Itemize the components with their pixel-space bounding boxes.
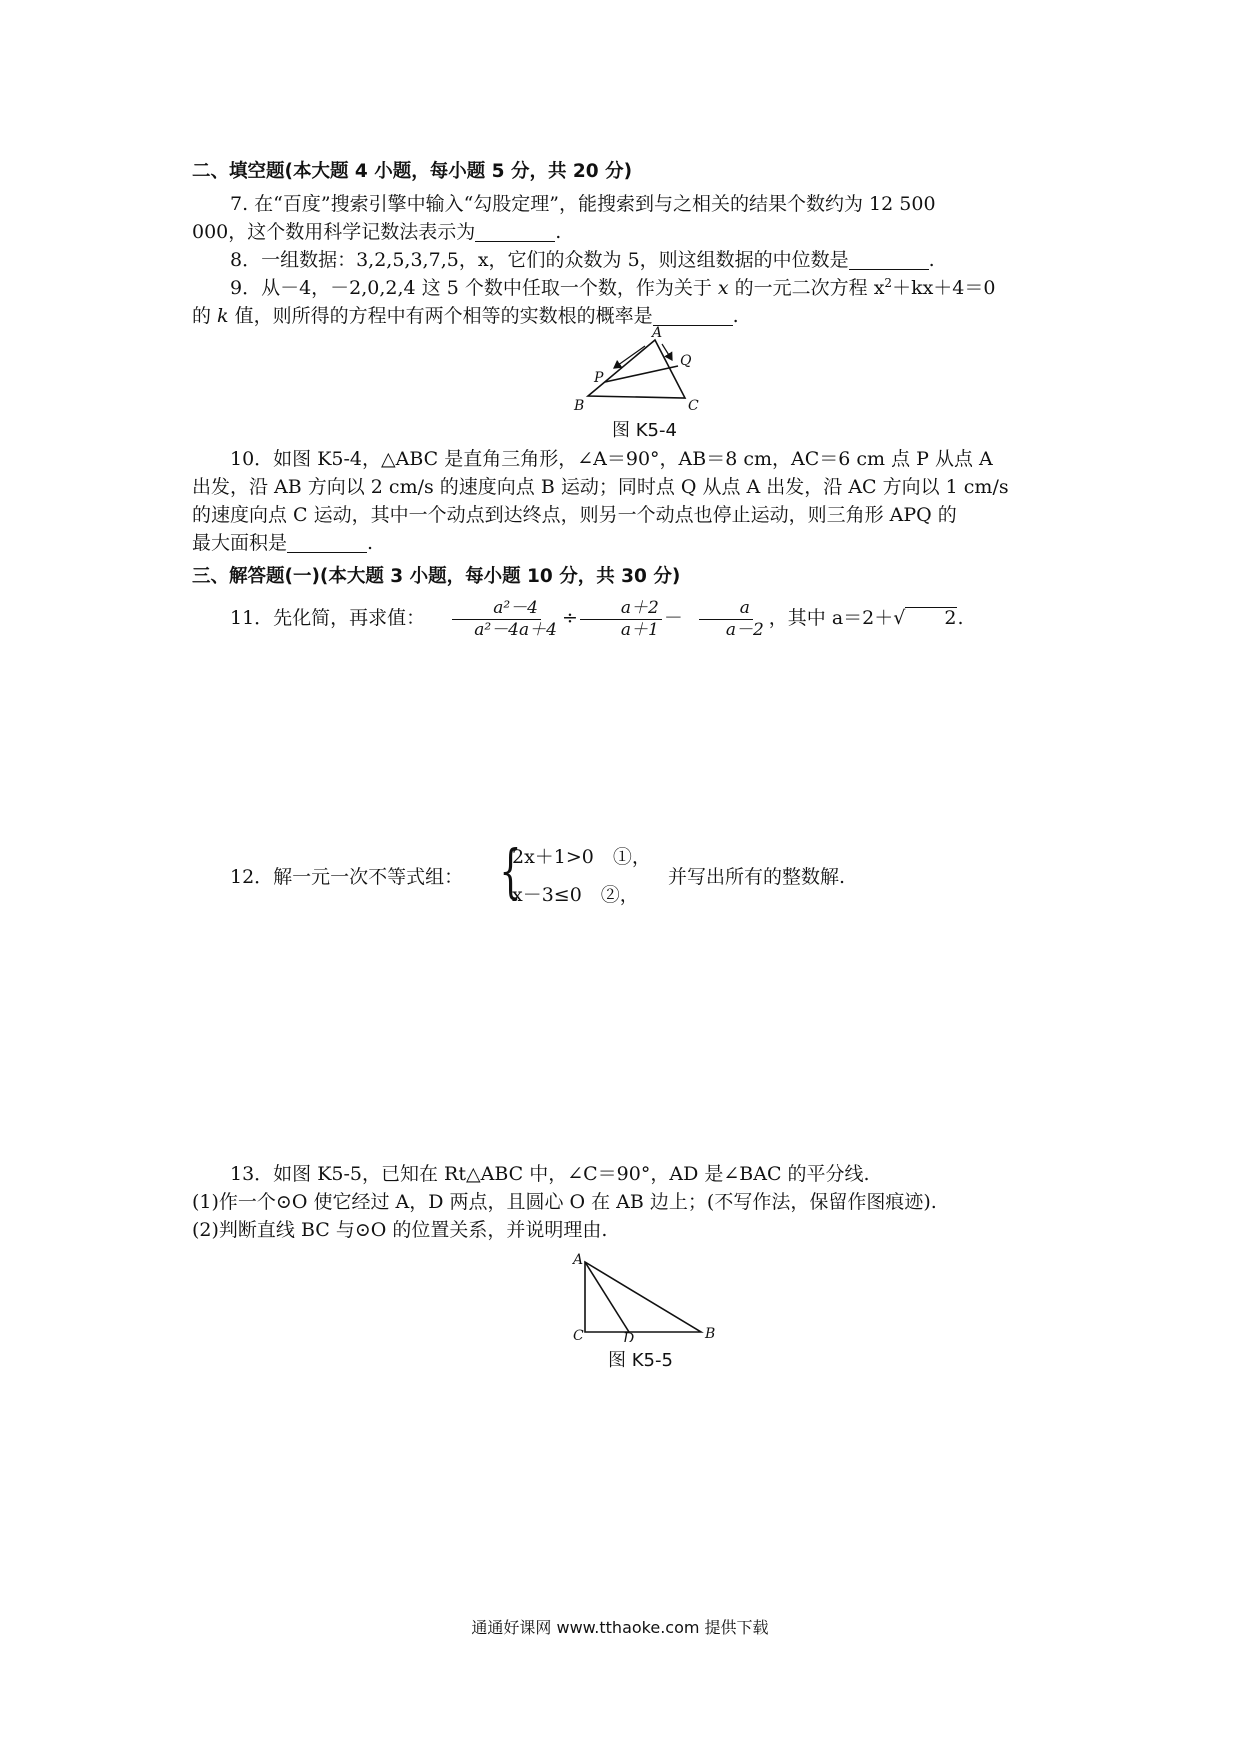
figure-k5-4-caption: 图 K5-4 — [612, 420, 677, 441]
question-10 — [192, 445, 1060, 473]
sqrt-radicand: 2 — [905, 607, 957, 628]
answer-blank-9[interactable] — [653, 305, 733, 326]
question-9-text-d: 的 — [192, 305, 218, 327]
label-c: C — [573, 1328, 584, 1342]
section-3-heading: 三、解答题(一)(本大题 3 小题，每小题 10 分，共 30 分) — [192, 566, 681, 587]
fraction-1-denominator: a²－4a＋4 — [474, 619, 557, 640]
inequality-1: 2x＋1>0 ①， — [512, 846, 651, 868]
question-9-exponent: 2 — [884, 276, 893, 290]
question-9-text-e: 值，则所得的方程中有两个相等的实数根的概率是 — [228, 305, 653, 327]
question-10-cont-2 — [192, 501, 1060, 529]
figure-k5-4 — [570, 326, 720, 414]
fraction-3 — [685, 598, 767, 641]
label-p: P — [594, 370, 604, 386]
label-b: B — [705, 1326, 716, 1342]
answer-blank-7[interactable] — [475, 221, 555, 242]
label-a: A — [652, 326, 663, 341]
arrow-a-to-b — [614, 346, 645, 368]
question-10-line-1: 10．如图 K5-4，△ABC 是直角三角形，∠A＝90°，AB＝8 cm，AC＝6 cm 点 P 从点 A — [230, 448, 993, 470]
segment-ad — [585, 1262, 629, 1332]
question-8 — [192, 246, 1060, 274]
sqrt-symbol: √ — [893, 607, 906, 629]
question-9 — [192, 274, 1060, 302]
question-7-cont — [192, 218, 1060, 246]
triangle-abc — [588, 340, 685, 398]
question-8-text: 8．一组数据：3,2,5,3,7,5，x，它们的众数为 5，则这组数据的中位数是 — [230, 249, 849, 271]
question-10-line-3: 的速度向点 C 运动，其中一个动点到达终点，则另一个动点也停止运动，则三角形 APQ 的 — [192, 504, 957, 526]
answer-blank-10[interactable] — [287, 532, 367, 553]
section-2-heading: 二、填空题(本大题 4 小题，每小题 5 分，共 20 分) — [192, 161, 633, 182]
question-11-lead: 11．先化简，再求值： — [230, 607, 426, 629]
question-10-cont-3 — [192, 529, 1060, 557]
question-8-end: . — [928, 249, 935, 271]
question-9-text-c: ＋kx＋4＝0 — [892, 277, 996, 299]
system-brace: { — [499, 837, 522, 905]
fraction-3-numerator: a — [699, 598, 753, 620]
question-11 — [192, 596, 1060, 641]
question-13-line-2: (1)作一个⊙O 使它经过 A，D 两点，且圆心 O 在 AB 边上；(不写作法，保留作图痕迹). — [192, 1191, 937, 1213]
question-13-line-3: (2)判断直线 BC 与⊙O 的位置关系，并说明理由. — [192, 1219, 608, 1241]
question-13-line-1: 13．如图 K5-5，已知在 Rt△ABC 中，∠C＝90°，AD 是∠BAC 的平分线. — [230, 1163, 870, 1185]
question-9-var-k: k — [217, 305, 229, 327]
figure-k5-5 — [565, 1250, 725, 1342]
question-12 — [192, 837, 1060, 910]
label-a: A — [573, 1252, 584, 1268]
triangle-abc-right — [585, 1262, 701, 1332]
question-13-part-1 — [192, 1188, 1060, 1216]
question-13-part-2 — [192, 1216, 1060, 1244]
question-7-line-2: 000，这个数用科学记数法表示为 — [192, 221, 476, 243]
fraction-1 — [433, 598, 560, 641]
question-10-line-4: 最大面积是 — [192, 532, 288, 554]
question-9-text-b: 的一元二次方程 x — [728, 277, 885, 299]
question-10-end: . — [367, 532, 374, 554]
fraction-3-denominator: a－2 — [725, 619, 764, 640]
question-11-end: . — [957, 607, 964, 629]
inequality-2: x－3≤0 ②， — [512, 884, 639, 906]
footer-credit: 通通好课网 www.tthaoke.com 提供下载 — [471, 1618, 769, 1637]
question-13 — [192, 1160, 1060, 1188]
question-7 — [192, 190, 1060, 218]
question-12-tail: 并写出所有的整数解. — [668, 866, 846, 888]
answer-blank-8[interactable] — [849, 249, 929, 270]
question-9-end: . — [732, 305, 739, 327]
operator-divide: ÷ — [561, 607, 578, 629]
segment-pq — [605, 366, 678, 382]
question-10-line-2: 出发，沿 AB 方向以 2 cm/s 的速度向点 B 运动；同时点 Q 从点 A 出发，沿 AC 方向以 1 cm/s — [192, 476, 1009, 498]
label-d: D — [623, 1331, 635, 1342]
question-10-cont-1 — [192, 473, 1060, 501]
operator-minus: － — [663, 607, 683, 629]
fraction-2 — [580, 598, 662, 641]
question-12-lead: 12．解一元一次不等式组： — [230, 866, 464, 888]
question-11-condition: ，其中 a＝2＋ — [768, 607, 894, 629]
fraction-2-numerator: a＋2 — [580, 598, 662, 620]
label-b: B — [574, 398, 585, 414]
question-7-end: . — [555, 221, 562, 243]
fraction-1-numerator: a²－4 — [452, 598, 541, 620]
question-9-text-a: 9．从－4，－2,0,2,4 这 5 个数中任取一个数，作为关于 — [230, 277, 718, 299]
question-7-line-1: 7. 在“百度”搜索引擎中输入“勾股定理”，能搜索到与之相关的结果个数约为 12 500 — [230, 193, 936, 215]
label-c: C — [688, 398, 699, 414]
fraction-2-denominator: a＋1 — [620, 619, 659, 640]
figure-k5-5-caption: 图 K5-5 — [608, 1350, 673, 1371]
question-9-var-x: x — [717, 277, 729, 299]
label-q: Q — [680, 353, 692, 369]
